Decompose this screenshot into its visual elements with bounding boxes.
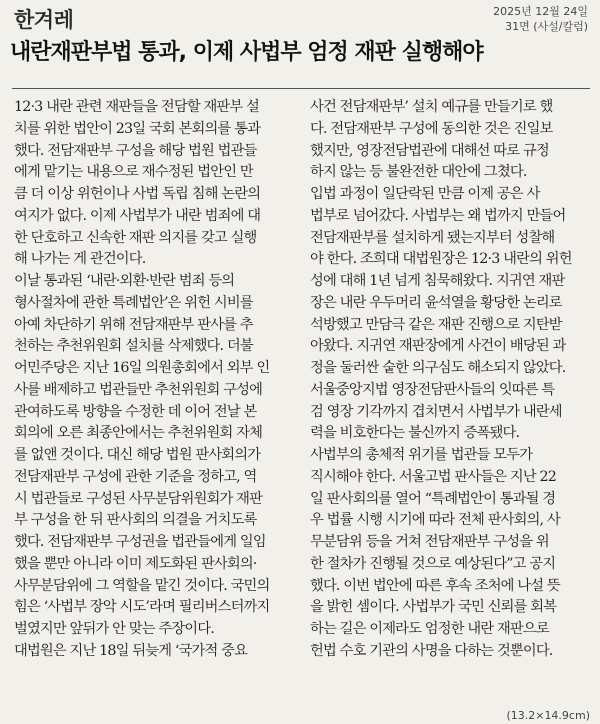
article-text-line: 장은 내란 우두머리 윤석열을 황당한 논리로 bbox=[310, 294, 562, 311]
article-text-line: 관여하도록 방향을 수정한 데 이어 전날 본 bbox=[14, 403, 257, 420]
article-text-line: 여지가 없다. 이제 사법부가 내란 범죄에 대 bbox=[14, 207, 261, 224]
editorial-headline: 내란재판부법 통과, 이제 사법부 엄정 재판 실행해야 bbox=[10, 40, 483, 65]
article-text-line: 직시해야 한다. 서울고법 판사들은 지난 22 bbox=[310, 468, 557, 485]
article-text-line: 천하는 추천위원회 설치를 삭제했다. 더불 bbox=[14, 338, 253, 355]
page-section: 31면 (사설/칼럼) bbox=[505, 20, 588, 33]
publication-info bbox=[493, 4, 588, 34]
article-text-line: 한 단호하고 신속한 재판 의지를 갖고 실행 bbox=[14, 229, 257, 246]
article-text-line: 한 절차가 진행될 것으로 예상된다”고 공지 bbox=[310, 555, 556, 572]
article-text-line: 큼 더 이상 위헌이나 사법 독립 침해 논란의 bbox=[14, 186, 261, 202]
article-text-line: 형사절차에 관한 특례법안’은 위헌 시비를 bbox=[14, 294, 253, 311]
article-text-line: 정을 둘러싼 숱한 의구심도 해소되지 않았다. bbox=[310, 360, 566, 376]
article-text-line: 전담재판부를 설치하게 됐는지부터 성찰해 bbox=[310, 229, 555, 246]
article-text-line: 사를 배제하고 법관들만 추천위원회 구성에 bbox=[14, 381, 263, 398]
article-text-line: 사법부의 총체적 위기를 법관들 모두가 bbox=[310, 447, 533, 463]
article-text-line: 했을 뿐만 아니라 이미 제도화된 판사회의· bbox=[14, 555, 257, 572]
article-text-line: 일 판사회의를 열어 “특례법안이 통과될 경 bbox=[310, 490, 556, 507]
article-text-line: 를 없앤 것이다. 대신 해당 법원 판사회의가 bbox=[14, 447, 261, 463]
article-text-line: 했다. 이번 법안에 따른 후속 조처에 나설 뜻 bbox=[310, 577, 560, 594]
article-text-line: 했다. 전담재판부 구성권을 법관들에게 일임 bbox=[14, 534, 266, 550]
article-text-line: 치를 위한 법안이 23일 국회 본회의를 통과 bbox=[14, 120, 261, 137]
headline-divider bbox=[12, 88, 590, 89]
article-text-line: 하지 않는 등 불완전한 대안에 그쳤다. bbox=[310, 164, 527, 181]
article-text-line: 다. 전담재판부 구성에 동의한 것은 진일보 bbox=[310, 120, 553, 137]
article-text-line: 하는 길은 이제라도 엄정한 내란 재판으로 bbox=[310, 621, 549, 637]
article-text-line: 서울중앙지법 영장전담판사들의 잇따른 특 bbox=[310, 381, 555, 398]
article-text-line: 했다. 전담재판부 구성을 해당 법원 법관들 bbox=[14, 142, 257, 159]
article-text-line: 석방했고 만담극 같은 재판 진행으로 지탄받 bbox=[310, 316, 562, 333]
article-text-line: 회의에 오른 최종안에서는 추천위원회 자체 bbox=[14, 425, 263, 442]
article-text-line: 사무분담위에 그 역할을 맡긴 것이다. 국민의 bbox=[14, 577, 270, 594]
masthead-logo: 한겨레 bbox=[14, 8, 74, 32]
article-text-line: 에게 맡기는 내용으로 재수정된 법안인 만 bbox=[14, 164, 253, 181]
article-text-line: 을 밝힌 셈이다. 사법부가 국민 신뢰를 회복 bbox=[310, 599, 557, 616]
article-text-line: 시 법관들로 구성된 사무분담위원회가 재판 bbox=[14, 490, 263, 507]
article-text-line: 사건 전담재판부’ 설치 예규를 만들기로 했 bbox=[310, 99, 553, 115]
article-text-line: 헌법 수호 기관의 사명을 다하는 것뿐이다. bbox=[310, 642, 553, 659]
article-text-line: 벌였지만 앞뒤가 안 맞는 주장이다. bbox=[14, 621, 214, 637]
article-text-line: 성에 대해 1년 넘게 침묵해왔다. 지귀연 재판 bbox=[310, 273, 565, 289]
article-text-line: 대법원은 지난 18일 뒤늦게 ‘국가적 중요 bbox=[14, 642, 248, 659]
clipping-size-note: (13.2×14.9cm) bbox=[506, 709, 590, 722]
article-text-line: 12·3 내란 관련 재판들을 전담할 재판부 설 bbox=[14, 99, 260, 115]
article-text-line: 법부로 넘어갔다. 사법부는 왜 법까지 만들어 bbox=[310, 207, 566, 224]
article-text-line: 해 나가는 게 관건이다. bbox=[14, 251, 146, 268]
article-text-line: 무분담위 등을 거쳐 전담재판부 구성을 위 bbox=[310, 534, 549, 550]
article-text-line: 야 한다. 조희대 대법원장은 12·3 내란의 위헌 bbox=[310, 251, 572, 268]
article-text-line: 우 법률 시행 시기에 따라 전체 판사회의, 사 bbox=[310, 512, 560, 529]
article-text-line: 어민주당은 지난 16일 의원총회에서 외부 인 bbox=[14, 360, 270, 376]
article-column-left bbox=[14, 97, 290, 663]
article-text-line: 이날 통과된 ‘내란·외환·반란 범죄 등의 bbox=[14, 273, 235, 289]
article-text-line: 전담재판부 구성에 관한 기준을 정하고, 역 bbox=[14, 468, 257, 485]
article-column-right bbox=[310, 97, 586, 663]
article-text-line: 입법 과정이 일단락된 만큼 이제 공은 사 bbox=[310, 186, 540, 202]
article-text-line: 아예 차단하기 위해 전담재판부 판사를 추 bbox=[14, 316, 253, 333]
article-text-line: 력을 비호한다는 불신까지 증폭됐다. bbox=[310, 425, 520, 442]
article-text-line: 아왔다. 지귀연 재판장에게 사건이 배당된 과 bbox=[310, 338, 566, 355]
publication-date: 2025년 12월 24일 bbox=[493, 5, 588, 18]
article-text-line: 했지만, 영장전담법관에 대해선 따로 규정 bbox=[310, 142, 549, 159]
article-text-line: 검 영장 기각까지 겹치면서 사법부가 내란세 bbox=[310, 403, 562, 420]
article-text-line: 부 구성을 한 뒤 판사회의 의결을 거치도록 bbox=[14, 512, 257, 529]
article-text-line: 힘은 ‘사법부 장악 시도’라며 필리버스터까지 bbox=[14, 599, 270, 616]
